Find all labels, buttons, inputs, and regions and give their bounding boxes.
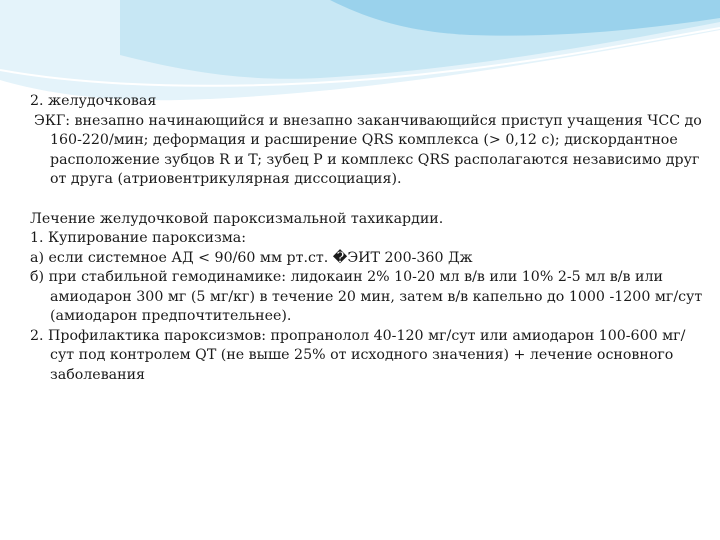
treatment-title: Лечение желудочковой пароксизмальной тахикардии. bbox=[30, 210, 444, 227]
item-1: 1. Купирование пароксизма: bbox=[30, 230, 246, 246]
item-2: 2. Профилактика пароксизмов: пропранолол 40-120 мг/сут или амиодарон 100-600 мг/сут под контролем QT (не выше 25% от исходного значения) + лечение основного заболевания bbox=[30, 327, 686, 383]
heading-ventricular: 2. желудочковая bbox=[30, 93, 157, 109]
item-a: а) если системное АД < 90/60 мм рт.ст. �ЭИТ 200-360 Дж bbox=[30, 249, 473, 266]
ekg-paragraph: ЭКГ: внезапно начинающийся и внезапно заканчивающийся приступ учащения ЧСС до 160-220/мин; деформация и расширение QRS комплекса (> 0,12 с); дискордантное расположение зубцов R и T; зубец P и комплекс QRS располагаются независимо друг от друга (атриовентрикулярная диссоциация). bbox=[34, 112, 702, 187]
slide-body bbox=[30, 92, 706, 385]
item-b: б) при стабильной гемодинамике: лидокаин 2% 10-20 мл в/в или 10% 2-5 мл в/в или амиодарон 300 мг (5 мг/кг) в течение 20 мин, затем в/в капельно до 1000 -1200 мг/сут (амиодарон предпочтительнее). bbox=[30, 269, 703, 324]
